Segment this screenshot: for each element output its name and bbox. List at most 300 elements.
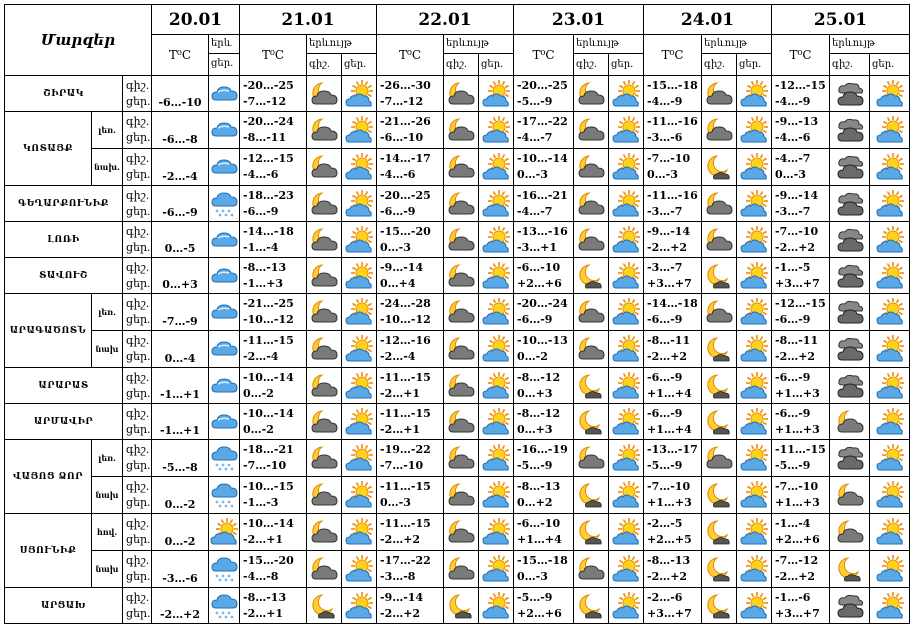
night-weather-icon (830, 258, 870, 294)
night-temp: -9…-14 (775, 188, 819, 202)
day-temp: +3…+7 (775, 606, 820, 620)
night-temp: -21…-26 (380, 115, 431, 128)
altitude-label: նախ (95, 344, 119, 354)
table-row (5, 368, 910, 404)
night-label: գիշ. (126, 334, 150, 347)
temp-label: T⁰C (644, 35, 702, 76)
region-name: ՎԱՅՈՑ ՁՈՐ (12, 471, 84, 482)
day-weather-icon (870, 222, 910, 258)
day-temp: -6…-10 (380, 131, 424, 144)
date-header-3: 23.01 (514, 5, 644, 35)
night-temp: -12…-15 (243, 152, 294, 165)
night-temp: -9…-14 (380, 260, 424, 274)
night-temp: -24…-28 (380, 297, 431, 310)
day-weather-icon (479, 588, 514, 624)
day-weather-icon (479, 404, 514, 440)
day-label: ցեր. (126, 606, 151, 620)
day-weather-icon (737, 514, 772, 551)
night-weather-icon (702, 186, 737, 222)
night-label: գիշ. (126, 260, 150, 274)
day-weather-icon (870, 551, 910, 588)
day-weather-icon (737, 404, 772, 440)
night-temp: -10…-14 (243, 517, 294, 530)
night-weather-icon (830, 222, 870, 258)
night-weather-icon (702, 588, 737, 624)
night-weather-icon (574, 368, 609, 404)
day-temp: -10…-12 (243, 313, 294, 326)
region-name: ԱՐՑԱԽ (5, 588, 123, 624)
day-weather-icon (342, 76, 377, 112)
night-temp: -2…-5 (647, 517, 683, 530)
night-temp: -6…-10 (517, 517, 561, 530)
day-label: ցեր. (611, 59, 634, 70)
date-header-0: 20.01 (152, 5, 240, 35)
night-label: գիշ. (126, 297, 150, 310)
night-temp: -11…-15 (380, 406, 431, 420)
day-weather-icon (342, 331, 377, 368)
table-row (5, 222, 910, 258)
day-label: ցեր. (126, 94, 151, 108)
day-weather-icon (609, 76, 644, 112)
night-temp: -17…-22 (517, 115, 568, 128)
day-weather-icon (342, 222, 377, 258)
night-weather-icon (574, 149, 609, 186)
night-weather-icon (702, 294, 737, 331)
night-temp: -10…-15 (243, 480, 294, 493)
region-name: ԳԵՂԱՐՔՈՒՆԻՔ (5, 186, 123, 222)
day-temp: +1…+4 (517, 533, 562, 546)
night-weather-icon (307, 76, 342, 112)
night-weather-icon (307, 186, 342, 222)
day-weather-icon (737, 222, 772, 258)
table-row (5, 588, 910, 624)
day-label: ցեր. (481, 59, 504, 70)
date-header-2: 22.01 (377, 5, 514, 35)
day-temp: 0…+2 (517, 496, 553, 509)
night-temp: -8…-12 (517, 370, 561, 384)
day-weather-icon (737, 112, 772, 149)
day-temp: 0…-3 (517, 570, 548, 583)
table-row (5, 404, 910, 440)
night-label: գիշ. (830, 54, 870, 75)
day-weather-icon (479, 440, 514, 477)
day-label: ցեր. (126, 386, 151, 400)
night-temp: -20…-24 (517, 297, 568, 310)
day-temp: -4…-8 (243, 570, 279, 583)
day-temp: 0…-2 (517, 350, 548, 363)
day-temp: -7…-12 (380, 94, 424, 108)
day-temp: -6…-9 (380, 204, 416, 218)
night-temp: -10…-14 (243, 406, 294, 420)
day-weather-icon (870, 368, 910, 404)
day-weather-icon (342, 294, 377, 331)
night-label: գիշ. (126, 78, 150, 92)
night-temp: -7…-10 (647, 480, 691, 493)
night-weather-icon (574, 440, 609, 477)
weather-icon (209, 440, 240, 477)
day-temp: -3…-8 (380, 570, 416, 583)
temp-label: T⁰C (152, 35, 209, 76)
day-label: ցեր. (126, 276, 151, 290)
day-weather-icon (737, 258, 772, 294)
night-temp: -8…-13 (517, 480, 561, 493)
table-row (5, 331, 910, 368)
day-weather-icon (342, 149, 377, 186)
night-temp: -19…-22 (380, 443, 431, 456)
day-label: ցեր. (211, 58, 234, 69)
date-header-5: 25.01 (772, 5, 910, 35)
day-temp: -6…-9 (243, 204, 279, 218)
day-weather-icon (342, 258, 377, 294)
day-weather-icon (737, 331, 772, 368)
night-temp: -11…-15 (380, 517, 431, 530)
night-weather-icon (307, 588, 342, 624)
weather-icon (209, 331, 240, 368)
temp-cell: 0…+3 (152, 258, 209, 294)
temp-cell: -1…+1 (152, 368, 209, 404)
day-weather-icon (870, 477, 910, 514)
table-row (5, 294, 910, 331)
night-weather-icon (444, 404, 479, 440)
day-label: ցեր. (126, 240, 151, 254)
day-label: ցեր. (126, 533, 151, 546)
regions-header: Մարզեր (5, 5, 152, 76)
night-label: գիշ. (126, 554, 150, 567)
day-weather-icon (609, 294, 644, 331)
day-weather-icon (609, 258, 644, 294)
weather-icon (209, 76, 240, 112)
day-label: ցեր. (126, 496, 151, 509)
night-weather-icon (702, 514, 737, 551)
region-name: ԱՐՄԱՎԻՐ (5, 404, 123, 440)
night-weather-icon (702, 440, 737, 477)
weather-icon (209, 222, 240, 258)
day-temp: +1…+4 (647, 422, 692, 436)
night-weather-icon (702, 404, 737, 440)
day-weather-icon (479, 477, 514, 514)
night-weather-icon (574, 588, 609, 624)
night-temp: -16…-21 (517, 188, 568, 202)
day-temp: -1…-4 (243, 240, 279, 254)
night-temp: -6…-9 (647, 370, 683, 384)
altitude-label: նախ. (94, 162, 120, 172)
night-weather-icon (307, 149, 342, 186)
night-weather-icon (830, 551, 870, 588)
temp-cell: 0…-2 (152, 477, 209, 514)
day-weather-icon (609, 588, 644, 624)
day-temp: 0…+4 (380, 276, 416, 290)
night-weather-icon (830, 514, 870, 551)
night-label: գիշ. (126, 224, 150, 238)
day-temp: +2…+6 (775, 533, 820, 546)
weather-icon (209, 514, 240, 551)
day-temp: 0…-2 (243, 386, 274, 400)
night-weather-icon (307, 440, 342, 477)
day-temp: -2…+2 (647, 350, 688, 363)
night-weather-icon (444, 368, 479, 404)
weather-icon (209, 588, 240, 624)
night-label: գիշ. (126, 590, 150, 604)
night-weather-icon (830, 186, 870, 222)
region-name: ԱՐԱՐԱՏ (5, 368, 123, 404)
phenomenon-label: երև (209, 35, 239, 54)
night-temp: -6…-9 (775, 406, 811, 420)
temp-cell: -3…-6 (152, 551, 209, 588)
night-temp: -14…-17 (380, 152, 431, 165)
day-temp: -2…+2 (380, 606, 421, 620)
temp-cell: -6…-8 (152, 112, 209, 149)
day-temp: -2…+2 (775, 570, 816, 583)
temp-cell: -2…+2 (152, 588, 209, 624)
night-temp: -11…-16 (647, 188, 698, 202)
day-temp: -4…-9 (775, 94, 811, 108)
day-weather-icon (479, 258, 514, 294)
day-temp: -3…-7 (647, 204, 683, 218)
night-weather-icon (444, 551, 479, 588)
day-temp: +3…+7 (647, 276, 692, 290)
day-temp: -7…-10 (243, 459, 287, 472)
night-weather-icon (702, 331, 737, 368)
night-temp: -15…-20 (243, 554, 294, 567)
temp-label: T⁰C (772, 35, 830, 76)
temp-label: T⁰C (240, 35, 307, 76)
night-weather-icon (702, 258, 737, 294)
temp-cell: -6…-9 (152, 186, 209, 222)
night-weather-icon (702, 368, 737, 404)
night-weather-icon (444, 222, 479, 258)
table-row (5, 186, 910, 222)
night-weather-icon (574, 186, 609, 222)
night-temp: -2…-6 (647, 590, 683, 604)
day-weather-icon (342, 551, 377, 588)
table-row (5, 440, 910, 477)
night-temp: -1…-4 (775, 517, 811, 530)
night-temp: -9…-14 (647, 224, 691, 238)
night-temp: -1…-5 (775, 260, 811, 274)
table-row (5, 149, 910, 186)
night-label: գիշ. (126, 443, 150, 456)
day-label: ցեր. (126, 459, 151, 472)
weather-icon (209, 112, 240, 149)
night-weather-icon (444, 477, 479, 514)
day-weather-icon (737, 477, 772, 514)
day-weather-icon (609, 404, 644, 440)
altitude-label: լեռ. (92, 440, 122, 477)
temp-label: T⁰C (514, 35, 574, 76)
day-weather-icon (737, 76, 772, 112)
day-label: ցեր. (872, 59, 895, 70)
night-weather-icon (574, 331, 609, 368)
night-temp: -10…-14 (243, 370, 294, 384)
weather-icon (209, 294, 240, 331)
weather-icon (209, 186, 240, 222)
day-weather-icon (870, 76, 910, 112)
day-weather-icon (870, 440, 910, 477)
night-weather-icon (307, 551, 342, 588)
day-temp: -6…-9 (647, 313, 683, 326)
day-weather-icon (609, 186, 644, 222)
day-weather-icon (342, 477, 377, 514)
night-temp: -15…-18 (647, 78, 698, 92)
altitude-label: նախ (95, 564, 119, 574)
night-temp: -15…-18 (517, 554, 568, 567)
day-temp: 0…-3 (380, 240, 411, 254)
night-weather-icon (830, 294, 870, 331)
night-label: գիշ. (126, 480, 150, 493)
temp-cell: 0…-5 (152, 222, 209, 258)
phenomenon-label: երևույթ (702, 35, 771, 54)
night-temp: -20…-25 (517, 78, 568, 92)
weather-icon (209, 477, 240, 514)
night-label: գիշ. (307, 54, 342, 75)
night-temp: -9…-14 (380, 590, 424, 604)
night-label: գիշ. (126, 406, 150, 420)
forecast-table (4, 4, 910, 624)
night-temp: -13…-16 (517, 224, 568, 238)
weather-icon (209, 258, 240, 294)
day-label: ցեր. (126, 131, 151, 144)
night-temp: -8…-13 (243, 260, 287, 274)
night-temp: -3…-7 (647, 260, 683, 274)
night-temp: -13…-17 (647, 443, 698, 456)
day-temp: 0…-3 (775, 168, 806, 181)
day-temp: -8…-11 (243, 131, 287, 144)
night-weather-icon (830, 477, 870, 514)
night-temp: -9…-13 (775, 115, 819, 128)
day-weather-icon (609, 368, 644, 404)
day-temp: -2…+1 (243, 533, 284, 546)
day-temp: -2…+2 (775, 240, 816, 254)
night-weather-icon (444, 331, 479, 368)
night-label: գիշ. (126, 517, 150, 530)
phenomenon-label: երևույթ (830, 35, 909, 54)
day-temp: -2…+2 (647, 240, 688, 254)
day-temp: 0…-3 (517, 168, 548, 181)
night-temp: -7…-12 (775, 554, 819, 567)
day-weather-icon (609, 440, 644, 477)
night-temp: -16…-19 (517, 443, 568, 456)
night-weather-icon (830, 331, 870, 368)
night-temp: -18…-23 (243, 188, 294, 202)
day-weather-icon (609, 551, 644, 588)
altitude-label: լեռ. (92, 294, 122, 331)
day-weather-icon (609, 477, 644, 514)
day-weather-icon (479, 294, 514, 331)
night-temp: -20…-25 (243, 78, 294, 92)
day-label: ցեր. (126, 350, 151, 363)
day-temp: -2…+2 (380, 533, 421, 546)
night-temp: -11…-16 (647, 115, 698, 128)
night-weather-icon (444, 186, 479, 222)
night-temp: -20…-24 (243, 115, 294, 128)
night-weather-icon (444, 294, 479, 331)
night-temp: -10…-13 (517, 334, 568, 347)
day-temp: -3…-6 (647, 131, 683, 144)
night-weather-icon (702, 222, 737, 258)
day-temp: -4…-6 (243, 168, 279, 181)
night-temp: -20…-25 (380, 188, 431, 202)
day-weather-icon (479, 149, 514, 186)
day-temp: -10…-12 (380, 313, 431, 326)
night-weather-icon (574, 76, 609, 112)
day-temp: -2…-4 (243, 350, 279, 363)
night-weather-icon (444, 440, 479, 477)
temp-cell: -7…-9 (152, 294, 209, 331)
day-temp: 0…-3 (380, 496, 411, 509)
day-temp: -6…-9 (517, 313, 553, 326)
night-weather-icon (574, 258, 609, 294)
night-weather-icon (830, 368, 870, 404)
day-weather-icon (737, 551, 772, 588)
night-temp: -8…-11 (647, 334, 691, 347)
date-header-1: 21.01 (240, 5, 377, 35)
altitude-label: հով. (92, 514, 122, 551)
night-label: գիշ. (126, 152, 150, 165)
night-temp: -17…-22 (380, 554, 431, 567)
night-temp: -12…-15 (775, 297, 826, 310)
region-name: ԱՐԱԳԱԾՈՏՆ (9, 325, 87, 336)
day-weather-icon (870, 514, 910, 551)
day-temp: 0…+3 (517, 422, 553, 436)
day-weather-icon (870, 258, 910, 294)
weather-icon (209, 368, 240, 404)
night-weather-icon (702, 477, 737, 514)
date-header-4: 24.01 (644, 5, 772, 35)
day-weather-icon (342, 440, 377, 477)
day-temp: -1…-3 (243, 496, 279, 509)
night-weather-icon (702, 551, 737, 588)
temp-cell: -2…-4 (152, 149, 209, 186)
day-weather-icon (479, 551, 514, 588)
night-temp: -7…-10 (775, 224, 819, 238)
night-weather-icon (307, 368, 342, 404)
day-weather-icon (870, 404, 910, 440)
day-temp: +1…+4 (647, 386, 692, 400)
day-temp: -7…-10 (380, 459, 424, 472)
day-weather-icon (870, 331, 910, 368)
day-weather-icon (479, 222, 514, 258)
day-weather-icon (870, 112, 910, 149)
day-temp: -2…+2 (775, 350, 816, 363)
night-weather-icon (444, 76, 479, 112)
night-weather-icon (444, 149, 479, 186)
night-temp: -11…-15 (380, 480, 431, 493)
day-weather-icon (342, 112, 377, 149)
day-weather-icon (342, 186, 377, 222)
day-weather-icon (342, 368, 377, 404)
night-weather-icon (574, 112, 609, 149)
night-label: գիշ. (126, 370, 150, 384)
night-temp: -10…-14 (517, 152, 568, 165)
night-weather-icon (307, 404, 342, 440)
temp-cell: -5…-8 (152, 440, 209, 477)
weather-icon (209, 404, 240, 440)
night-weather-icon (574, 514, 609, 551)
table-row (5, 76, 910, 112)
night-temp: -1…-6 (775, 590, 811, 604)
temp-cell: -6…-10 (152, 76, 209, 112)
night-label: գիշ. (126, 115, 150, 128)
night-label: գիշ. (702, 54, 737, 75)
day-temp: +2…+6 (517, 606, 562, 620)
day-weather-icon (737, 588, 772, 624)
night-weather-icon (574, 404, 609, 440)
day-temp: -3…-7 (775, 204, 811, 218)
day-temp: +1…+3 (647, 496, 692, 509)
day-label: ցեր. (126, 570, 151, 583)
region-name: ՏԱՎՈՒՇ (5, 258, 123, 294)
day-weather-icon (479, 112, 514, 149)
